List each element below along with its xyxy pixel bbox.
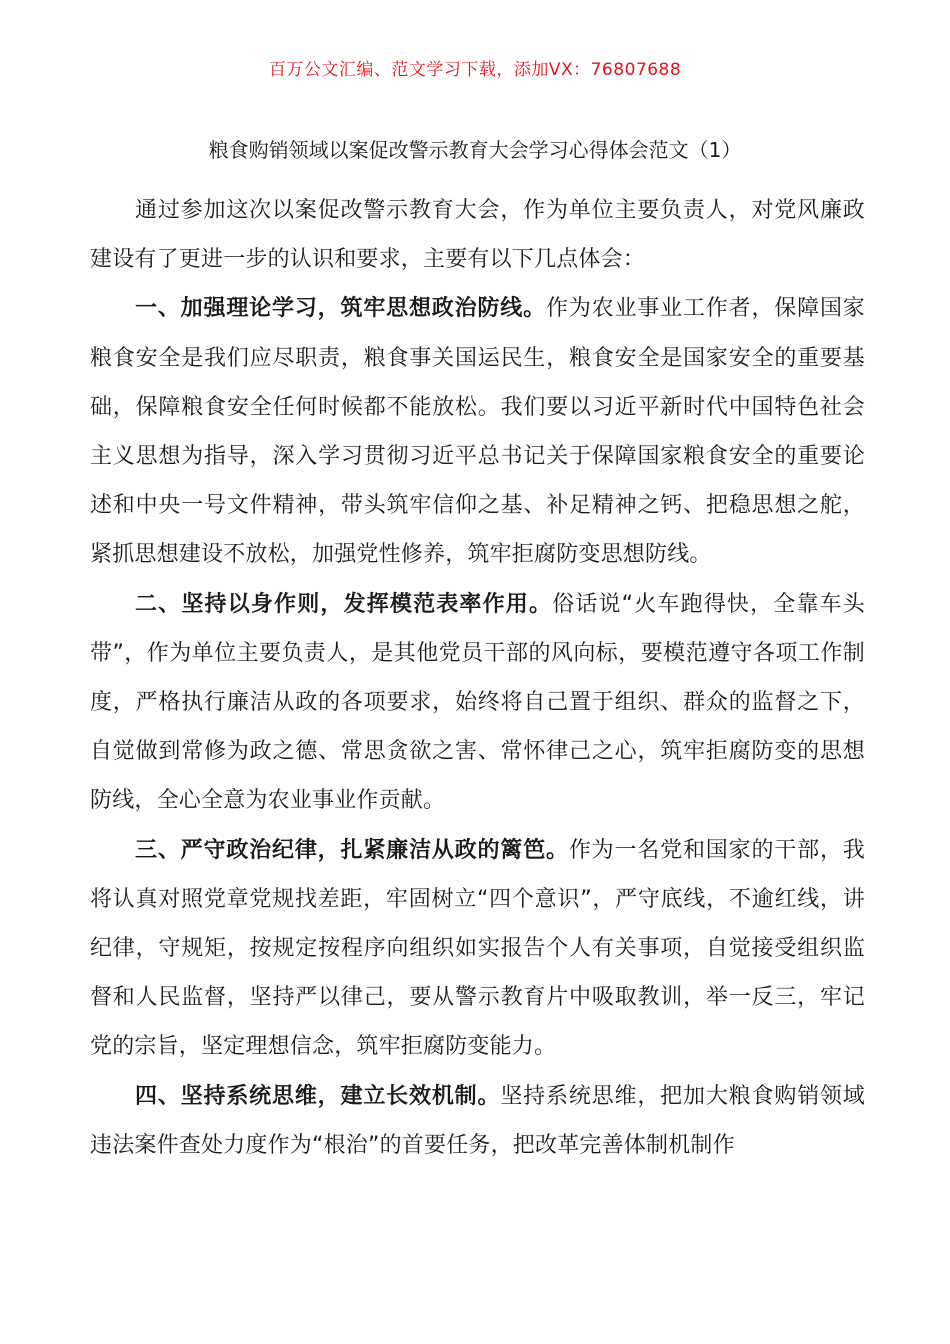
section-paragraph-1 — [90, 284, 865, 579]
promo-header: 百万公文汇编、范文学习下载，添加VX：76807688 — [268, 60, 682, 80]
section-paragraph-3 — [90, 826, 865, 1072]
intro-paragraph: 通过参加这次以案促改警示教育大会，作为单位主要负责人，对党风廉政建设有了更进一步的认识和要求，主要有以下几点体会： — [90, 198, 865, 273]
section-paragraph-4 — [90, 1072, 865, 1170]
section-text-4: 坚持系统思维，把加大粮食购销领域违法案件查处力度作为“根治”的首要任务，把改革完善体制机制作 — [90, 1083, 866, 1158]
section-text-1: 作为农业事业工作者，保障国家粮食安全是我们应尽职责，粮食事关国运民生，粮食安全是国家安全的重要基础，保障粮食安全任何时候都不能放松。我们要以习近平新时代中国特色社会主义思想为指导，深入学习贯彻习近平总书记关于保障国家粮食安全的重要论述和中央一号文件精神，带头筑牢信仰之基、补足精神之钙、把稳思想之舵，紧抓思想建设不放松，加强党性修养，筑牢拒腐防变思想防线。 — [90, 296, 865, 568]
section-heading-3: 三、严守政治纪律，扎紧廉洁从政的篱笆。 — [135, 837, 569, 863]
section-heading-1: 一、加强理论学习，筑牢思想政治防线。 — [135, 296, 546, 322]
section-paragraph-2 — [90, 580, 865, 826]
section-text-2: 俗话说“火车跑得快，全靠车头带”，作为单位主要负责人，是其他党员干部的风向标，要模范遵守各项工作制度，严格执行廉洁从政的各项要求，始终将自己置于组织、群众的监督之下，自觉做到常修为政之德、常思贪欲之害、常怀律己之心，筑牢拒腐防变的思想防线，全心全意为农业事业作贡献。 — [90, 591, 865, 814]
section-text-3: 作为一名党和国家的干部，我将认真对照党章党规找差距，牢固树立“四个意识”，严守底线，不逾红线，讲纪律，守规矩，按规定按程序向组织如实报告个人有关事项，自觉接受组织监督和人民监督，坚持严以律己，要从警示教育片中吸取教训，举一反三，牢记党的宗旨，坚定理想信念，筑牢拒腐防变能力。 — [90, 837, 865, 1060]
document-title: 粮食购销领域以案促改警示教育大会学习心得体会范文（1） — [208, 138, 742, 162]
document-body — [90, 186, 865, 1170]
section-heading-2: 二、坚持以身作则，发挥模范表率作用。 — [135, 591, 553, 617]
section-heading-4: 四、坚持系统思维，建立长效机制。 — [135, 1083, 501, 1109]
